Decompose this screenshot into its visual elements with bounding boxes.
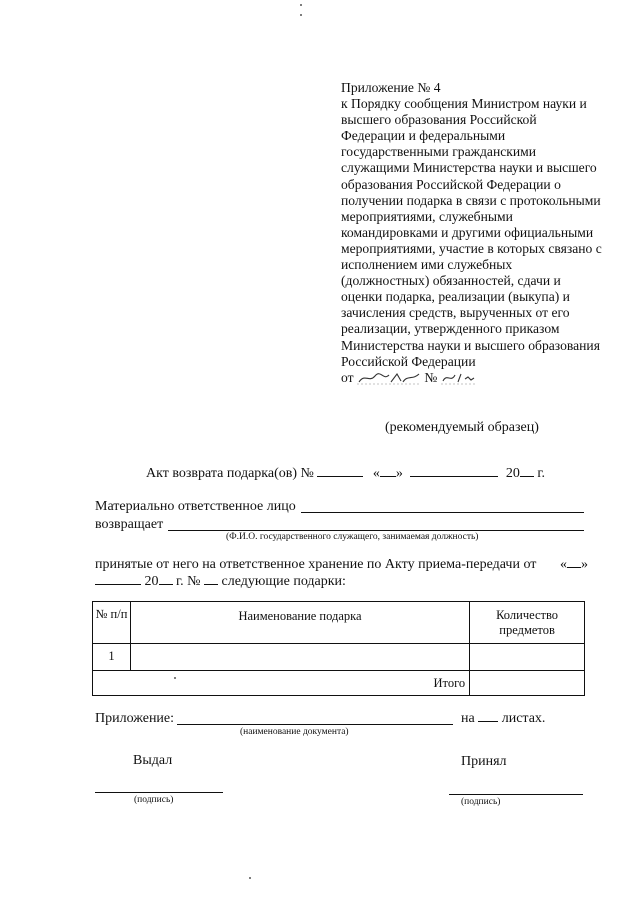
sample-note: (рекомендуемый образец) bbox=[385, 420, 539, 435]
received-label: Принял bbox=[461, 754, 507, 769]
table-total-row bbox=[93, 671, 585, 696]
header-name: Наименование подарка bbox=[130, 602, 469, 644]
accepted-tail: следующие подарки: bbox=[221, 574, 346, 589]
row-num: 1 bbox=[93, 644, 131, 671]
accepted-line-2 bbox=[95, 574, 346, 590]
responsible-label: Материально ответственное лицо bbox=[95, 499, 296, 514]
responsible-name-blank[interactable] bbox=[301, 512, 584, 513]
annex-body: к Порядку сообщения Министром науки и высшего образования Российской Федерации и федеральными государственными гражданскими служащими Министерства науки и высшего образования Российской Федерации о получении подарка в связи с протокольными мероприятиями, служебными командировками и другими официальными мероприятиями, участие в которых связано с исполнением ими служебных (должностных) обязанностей, сдачи и оценки подарка, реализации (выкупа) и зачисления средств, вырученных от его реализации, утвержденного приказом Министерства науки и высшего образования Российской Федерации bbox=[341, 96, 602, 369]
annex-title: Приложение № 4 bbox=[341, 80, 441, 95]
act-quote-open: « bbox=[372, 466, 380, 481]
attachment-name-blank[interactable] bbox=[177, 724, 453, 725]
issued-label: Выдал bbox=[133, 753, 173, 768]
table-row bbox=[93, 644, 585, 671]
attachment-count-line bbox=[461, 711, 545, 727]
act-year-prefix: 20 bbox=[505, 466, 520, 481]
attachment-sheets: листах. bbox=[501, 711, 546, 726]
act-day-blank[interactable] bbox=[380, 476, 396, 477]
accepted-quote-close: » bbox=[581, 557, 588, 572]
issued-signature-blank[interactable] bbox=[95, 792, 223, 793]
handwritten-order-number bbox=[441, 371, 477, 385]
accepted-quote-open: « bbox=[560, 557, 567, 572]
accepted-year-blank[interactable] bbox=[159, 584, 173, 585]
responsible-position-blank[interactable] bbox=[168, 530, 584, 531]
total-label: Итого bbox=[93, 671, 470, 696]
order-reference bbox=[341, 370, 603, 386]
table-header-row bbox=[93, 602, 585, 644]
issued-sign-caption: (подпись) bbox=[134, 795, 174, 805]
accepted-line-1: принятые от него на ответственное хранение по Акту приема-передачи от bbox=[95, 557, 537, 572]
act-title: Акт возврата подарка(ов) № bbox=[146, 466, 314, 481]
header-qty: Количество предметов bbox=[470, 602, 585, 644]
received-signature-blank[interactable] bbox=[449, 794, 583, 795]
accepted-month-blank[interactable] bbox=[95, 584, 141, 585]
returns-label: возвращает bbox=[95, 517, 164, 532]
act-quote-close: » bbox=[395, 466, 403, 481]
received-sign-caption: (подпись) bbox=[461, 797, 501, 807]
scan-dot bbox=[300, 4, 302, 6]
order-from-label: от bbox=[341, 369, 354, 385]
act-month-blank[interactable] bbox=[410, 476, 498, 477]
accepted-day-blank[interactable] bbox=[567, 567, 581, 568]
act-title-line bbox=[146, 466, 545, 482]
act-year-suffix: г. bbox=[537, 466, 546, 481]
attachment-on: на bbox=[461, 711, 475, 726]
total-value-cell[interactable] bbox=[470, 671, 585, 696]
act-year-blank[interactable] bbox=[520, 476, 534, 477]
row-qty-cell[interactable] bbox=[470, 644, 585, 671]
accepted-number-blank[interactable] bbox=[204, 584, 218, 585]
attachment-count-blank[interactable] bbox=[478, 721, 498, 722]
responsible-caption: (Ф.И.О. государственного служащего, занимаемая должность) bbox=[226, 532, 479, 542]
handwritten-date-signature bbox=[357, 371, 421, 385]
order-no-label: № bbox=[424, 369, 438, 385]
accepted-year: 20 bbox=[144, 574, 159, 589]
attachment-caption: (наименование документа) bbox=[240, 727, 349, 737]
scan-dot bbox=[300, 14, 302, 16]
gifts-table bbox=[92, 601, 585, 696]
accepted-date-day bbox=[560, 557, 588, 573]
act-number-blank[interactable] bbox=[317, 476, 363, 477]
accepted-g-no: г. № bbox=[176, 574, 201, 589]
row-name-cell[interactable] bbox=[130, 644, 469, 671]
attachment-label: Приложение: bbox=[95, 711, 175, 726]
header-num: № п/п bbox=[93, 602, 131, 644]
annex-block bbox=[341, 80, 603, 386]
scan-dot bbox=[249, 877, 251, 879]
